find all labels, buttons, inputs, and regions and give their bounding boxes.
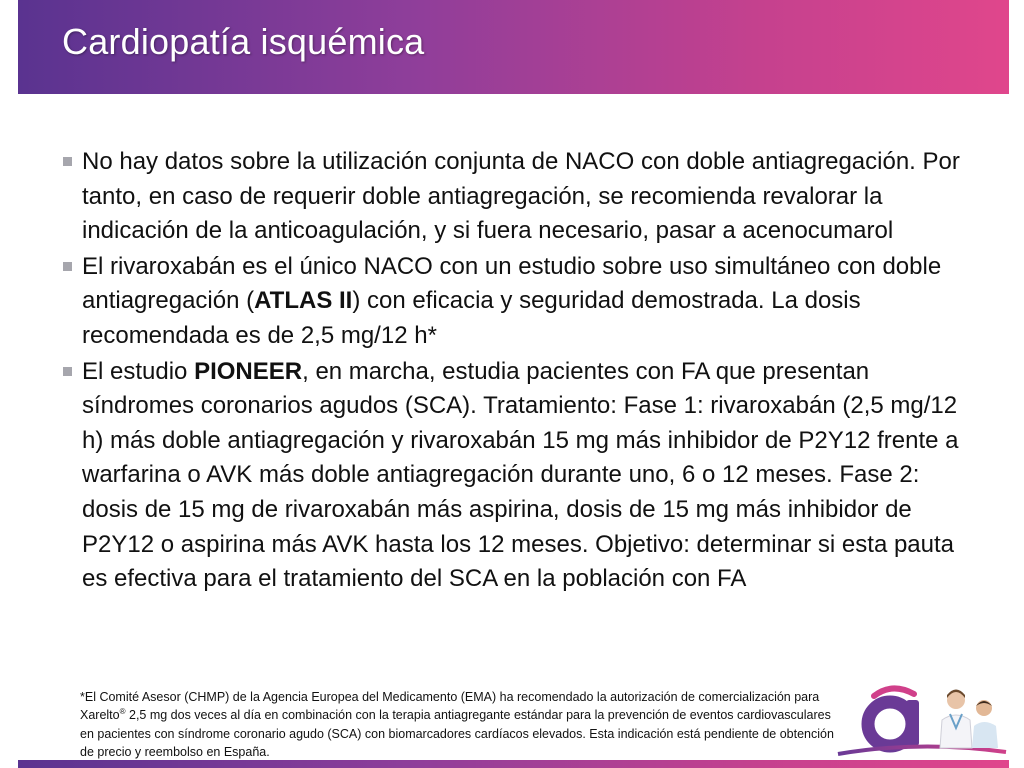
footnote <box>80 688 840 761</box>
footnote-text-part: *El Comité Asesor (CHMP) de la Agencia Europea del Medicamento (EMA) ha recomendado la autorización de comercialización para Xarelto <box>80 690 820 723</box>
bullet-text-part: , en marcha, estudia pacientes con FA que presentan síndromes coronarios agudos (SCA). Tratamiento: Fase 1: rivaroxabán (2,5 mg/12 h) más doble antiagregación y rivaroxabán 15 mg más inhibidor de P2Y12 frente a warfarina o AVK más doble antiagregación durante uno, 6 o 12 meses. Fase 2: dosis de 15 mg de rivaroxabán más aspirina, dosis de 15 mg más inhibidor de P2Y12 o aspirina más AVK hasta los 12 meses. Objetivo: determinar si esta pauta es efectiva para el tratamiento del SCA en la población con FA <box>82 357 959 593</box>
title-bar <box>18 0 1009 94</box>
bullet-item-2 <box>60 250 980 354</box>
study-name-atlas: ATLAS II <box>254 287 353 315</box>
footnote-text-part: 2,5 mg dos veces al día en combinación con la terapia antiagregante estándar para la prevención de eventos cardiovasculares en pacientes con síndrome coronario agudo (SCA) con biomarcadores cardíacos elevados. Esta indicación está pendiente de obtención de precio y reembolso en España. <box>80 708 834 759</box>
bullet-text-part: El estudio <box>82 357 195 385</box>
bottom-bar <box>18 760 1009 768</box>
bullet-item-1 <box>60 145 980 249</box>
a-letter-logo-icon <box>830 678 1010 760</box>
brand-logo <box>830 678 1010 760</box>
bullet-item-3 <box>60 355 980 597</box>
bullet-marker-icon <box>63 262 72 271</box>
registered-mark: ® <box>119 707 126 717</box>
bullet-text: No hay datos sobre la utilización conjunta de NACO con doble antiagregación. Por tanto, en caso de requerir doble antiagregación, se recomienda revalorar la indicación de la anticoagulación, y si fuera necesario, pasar a acenocumarol <box>82 148 960 245</box>
bullet-text-part: El rivaroxabán es el único NACO con un estudio sobre uso simultáneo con doble antiagregación ( <box>82 252 942 315</box>
study-name-pioneer: PIONEER <box>194 357 303 385</box>
bullet-marker-icon <box>63 157 72 166</box>
bullet-text-part: ) con eficacia y seguridad demostrada. La dosis recomendada es de 2,5 mg/12 h* <box>82 287 861 349</box>
bullet-marker-icon <box>63 367 72 376</box>
slide-title: Cardiopatía isquémica <box>62 21 425 62</box>
bullet-list <box>60 145 980 598</box>
